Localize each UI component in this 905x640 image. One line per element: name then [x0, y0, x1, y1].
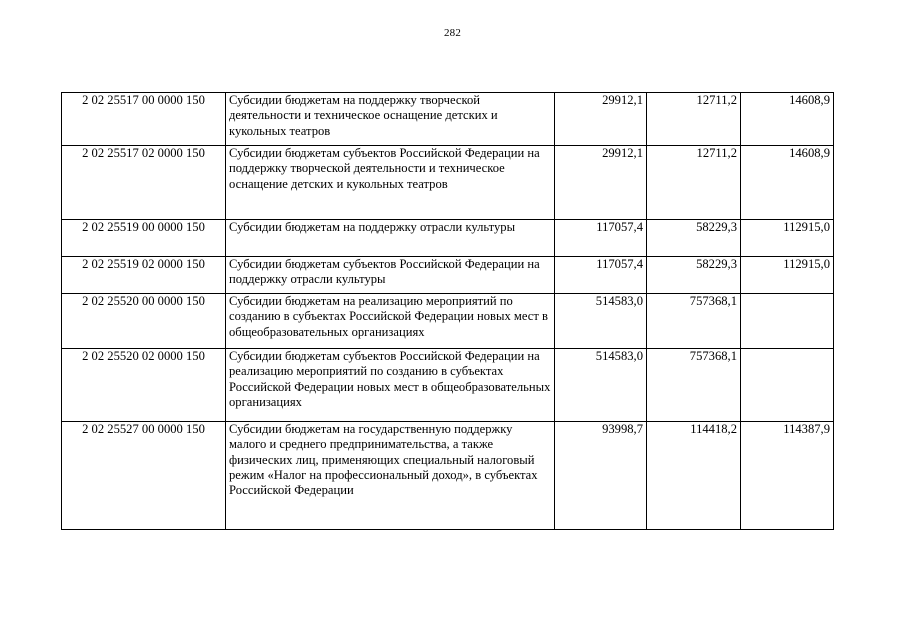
- amount-cell-3: [741, 294, 834, 349]
- amount-cell-1: 117057,4: [555, 257, 647, 294]
- table-row: [62, 257, 834, 294]
- table-row: [62, 422, 834, 530]
- amount-cell-3: [741, 349, 834, 422]
- budget-code-cell: 2 02 25519 02 0000 150: [62, 257, 226, 294]
- amount-cell-1: 29912,1: [555, 146, 647, 220]
- budget-code-cell: 2 02 25527 00 0000 150: [62, 422, 226, 530]
- description-cell: Субсидии бюджетам на поддержку отрасли культуры: [226, 220, 555, 257]
- amount-cell-1: 29912,1: [555, 93, 647, 146]
- amount-cell-3: 114387,9: [741, 422, 834, 530]
- amount-cell-3: 14608,9: [741, 146, 834, 220]
- amount-cell-1: 514583,0: [555, 294, 647, 349]
- description-cell: Субсидии бюджетам субъектов Российской Федерации на поддержку творческой деятельности и техническое оснащение детских и кукольных театров: [226, 146, 555, 220]
- description-cell: Субсидии бюджетам на государственную поддержку малого и среднего предпринимательства, а также физических лиц, применяющих специальный налоговый режим «Налог на профессиональный доход», в субъектах Российской Федерации: [226, 422, 555, 530]
- description-cell: Субсидии бюджетам субъектов Российской Федерации на реализацию мероприятий по созданию в субъектах Российской Федерации новых мест в общеобразовательных организациях: [226, 349, 555, 422]
- amount-cell-2: 757368,1: [647, 294, 741, 349]
- amount-cell-3: 14608,9: [741, 93, 834, 146]
- budget-code-cell: 2 02 25517 00 0000 150: [62, 93, 226, 146]
- amount-cell-2: 114418,2: [647, 422, 741, 530]
- table-row: [62, 220, 834, 257]
- description-cell: Субсидии бюджетам на поддержку творческой деятельности и техническое оснащение детских и кукольных театров: [226, 93, 555, 146]
- amount-cell-2: 58229,3: [647, 257, 741, 294]
- description-cell: Субсидии бюджетам субъектов Российской Федерации на поддержку отрасли культуры: [226, 257, 555, 294]
- amount-cell-1: 93998,7: [555, 422, 647, 530]
- budget-table: [61, 92, 834, 530]
- amount-cell-3: 112915,0: [741, 257, 834, 294]
- table-row: [62, 349, 834, 422]
- amount-cell-2: 757368,1: [647, 349, 741, 422]
- amount-cell-2: 58229,3: [647, 220, 741, 257]
- budget-code-cell: 2 02 25520 02 0000 150: [62, 349, 226, 422]
- table-row: [62, 93, 834, 146]
- amount-cell-1: 514583,0: [555, 349, 647, 422]
- amount-cell-2: 12711,2: [647, 146, 741, 220]
- budget-code-cell: 2 02 25519 00 0000 150: [62, 220, 226, 257]
- budget-code-cell: 2 02 25517 02 0000 150: [62, 146, 226, 220]
- table-row: [62, 294, 834, 349]
- table-row: [62, 146, 834, 220]
- budget-code-cell: 2 02 25520 00 0000 150: [62, 294, 226, 349]
- amount-cell-1: 117057,4: [555, 220, 647, 257]
- description-cell: Субсидии бюджетам на реализацию мероприятий по созданию в субъектах Российской Федерации новых мест в общеобразовательных организациях: [226, 294, 555, 349]
- amount-cell-3: 112915,0: [741, 220, 834, 257]
- amount-cell-2: 12711,2: [647, 93, 741, 146]
- page-number: 282: [443, 27, 462, 39]
